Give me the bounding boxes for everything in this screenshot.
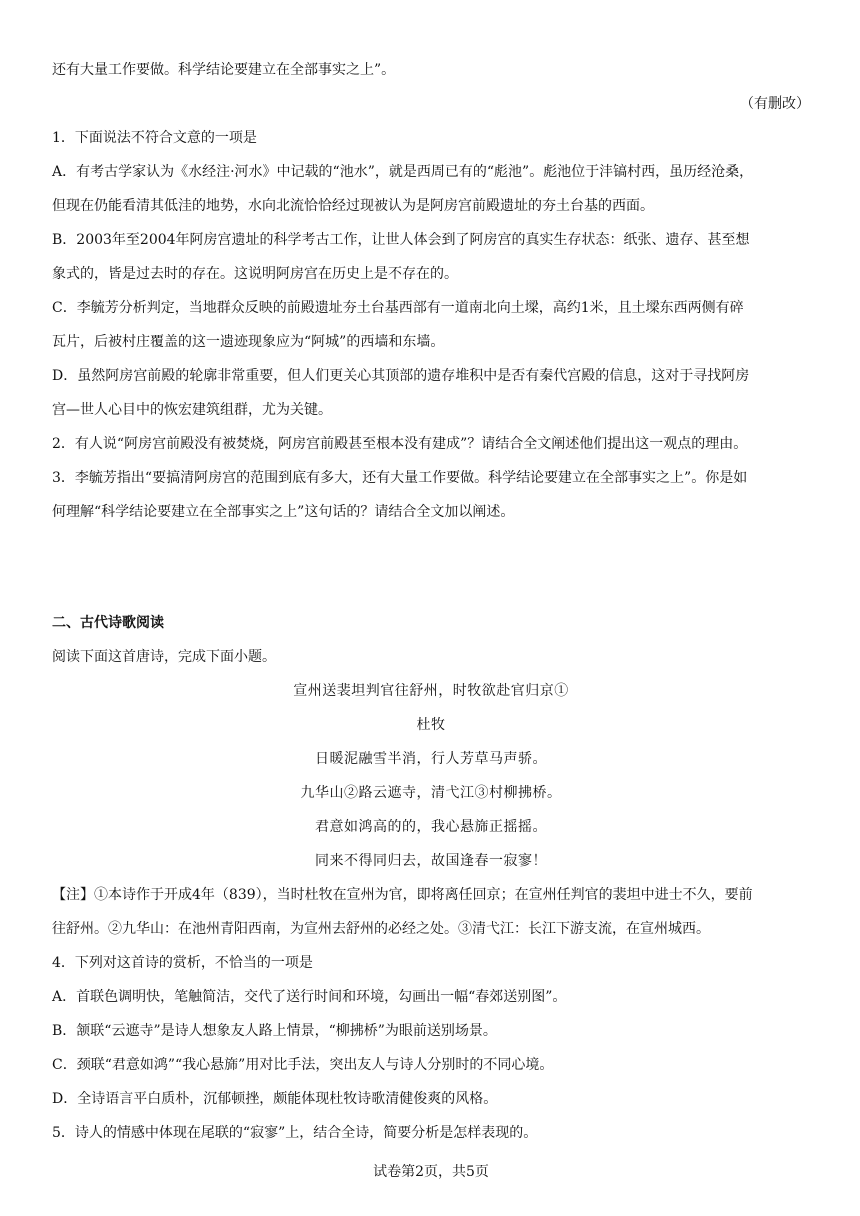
poem-line-2: 九华山②路云遮寺，清弋江③村柳拂桥。 xyxy=(300,785,562,801)
continuation-text: 还有大量工作要做。科学结论要建立在全部事实之上”。 xyxy=(52,62,396,78)
poem-title: 宣州送裴坦判官往舒州，时牧欲赴官归京① xyxy=(293,683,569,699)
option-c-line2: 瓦片，后被村庄覆盖的这一遗迹现象应为“阿城”的西墙和东墙。 xyxy=(52,334,445,350)
option-a-line1: A．有考古学家认为《水经注·河水》中记载的“池水”，就是西周已有的“彪池”。彪池位于沣镐村西，虽历经沧桑， xyxy=(52,164,754,180)
page-footer: 试卷第2页，共5页 xyxy=(373,1164,489,1180)
question-5: 5．诗人的情感中体现在尾联的“寂寥”上，结合全诗，简要分析是怎样表现的。 xyxy=(52,1125,538,1141)
source-note: （有删改） xyxy=(740,96,810,112)
option-d-line1: D．虽然阿房宫前殿的轮廓非常重要，但人们更关心其顶部的遗存堆积中是否有秦代宫殿的信息，这对于寻找阿房 xyxy=(52,368,750,384)
poem-line-3: 君意如鸿高的的，我心悬旆正摇摇。 xyxy=(315,819,547,835)
poem-author: 杜牧 xyxy=(416,717,446,733)
option-a-line2: 但现在仍能看清其低洼的地势，水向北流恰恰经过现被认为是阿房宫前殿遗址的夯土台基的西面。 xyxy=(52,198,654,214)
poem-line-1: 日暖泥融雪半消，行人芳草马声骄。 xyxy=(315,751,547,767)
section-heading: 二、古代诗歌阅读 xyxy=(52,615,164,631)
section-intro: 阅读下面这首唐诗，完成下面小题。 xyxy=(52,649,276,665)
q4-option-a: A．首联色调明快，笔触简洁，交代了送行时间和环境，勾画出一幅“春郊送别图”。 xyxy=(52,989,567,1005)
option-b-line2: 象式的，皆是过去时的存在。这说明阿房宫在历史上是不存在的。 xyxy=(52,266,458,282)
option-d-line2: 宫—世人心目中的恢宏建筑组群，尤为关键。 xyxy=(52,402,332,418)
poem-line-4: 同来不得同归去，故国逢春一寂寥！ xyxy=(315,853,547,869)
option-c-line1: C．李毓芳分析判定，当地群众反映的前殿遗址夯土台基西部有一道南北向土墚，高约1米，且土墚东西两侧有碎 xyxy=(52,300,744,316)
note-line-1: 【注】①本诗作于开成4年（839），当时杜牧在宣州为官，即将离任回京；在宣州任判官的裴坦中进士不久，要前 xyxy=(52,887,753,903)
question-3-line1: 3．李毓芳指出“要搞清阿房宫的范围到底有多大，还有大量工作要做。科学结论要建立在全部事实之上”。你是如 xyxy=(52,470,748,486)
q4-option-b: B．颔联“云遮寺”是诗人想象友人路上情景，“柳拂桥”为眼前送别场景。 xyxy=(52,1023,497,1039)
option-b-line1: B．2003年至2004年阿房宫遗址的科学考古工作，让世人体会到了阿房宫的真实生存状态：纸张、遗存、甚至想 xyxy=(52,232,750,248)
question-3-line2: 何理解“科学结论要建立在全部事实之上”这句话的？请结合全文加以阐述。 xyxy=(52,504,515,520)
question-1-stem: 1．下面说法不符合文意的一项是 xyxy=(52,130,257,146)
question-2: 2．有人说“阿房宫前殿没有被焚烧，阿房宫前殿甚至根本没有建成”？请结合全文阐述他们提出这一观点的理由。 xyxy=(52,436,748,452)
note-line-2: 往舒州。②九华山：在池州青阳西南，为宣州去舒州的必经之处。③清弋江：长江下游支流，在宣州城西。 xyxy=(52,921,710,937)
q4-option-c: C．颈联“君意如鸿”“我心悬旆”用对比手法，突出友人与诗人分别时的不同心境。 xyxy=(52,1057,554,1073)
question-4-stem: 4．下列对这首诗的赏析，不恰当的一项是 xyxy=(52,955,313,971)
q4-option-d: D．全诗语言平白质朴，沉郁顿挫，颇能体现杜牧诗歌清健俊爽的风格。 xyxy=(52,1091,498,1107)
